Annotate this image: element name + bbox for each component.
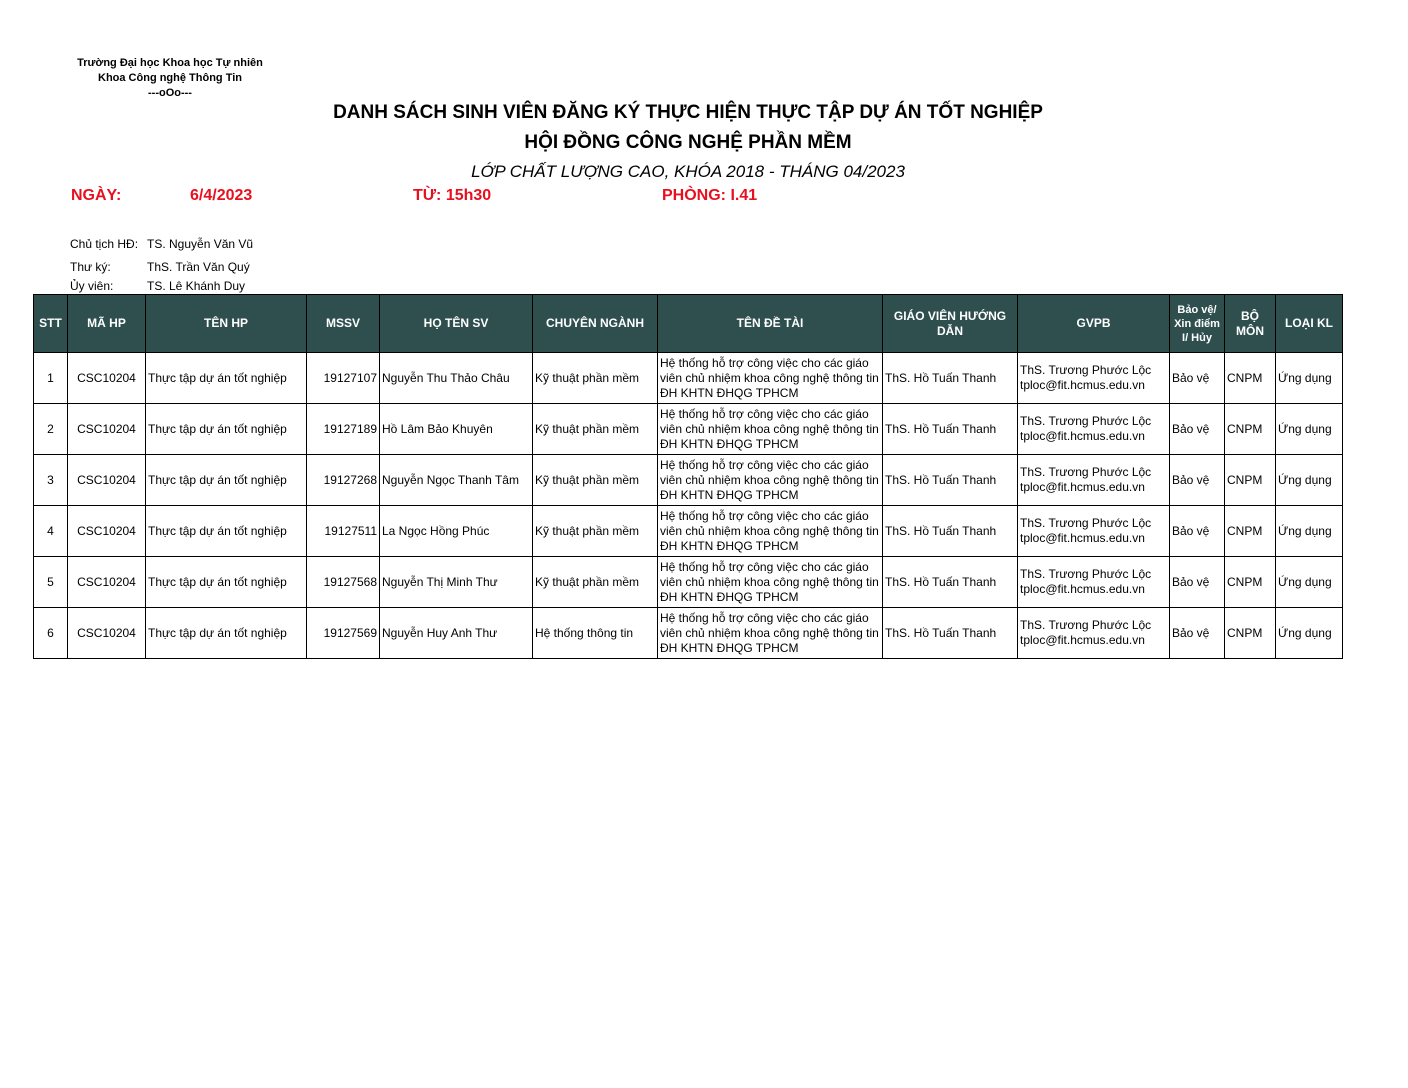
cell-ho-ten-sv: Nguyễn Huy Anh Thư (380, 608, 533, 659)
cell-ma-hp: CSC10204 (68, 608, 146, 659)
cell-chuyen-nganh: Hệ thống thông tin (533, 608, 658, 659)
cell-bao-ve: Bảo vệ (1170, 404, 1225, 455)
cell-chuyen-nganh: Kỹ thuật phần mềm (533, 404, 658, 455)
cell-ten-de-tai: Hệ thống hỗ trợ công việc cho các giáo viên chủ nhiệm khoa công nghệ thông tin ĐH KHTN ĐHQG TPHCM (658, 353, 883, 404)
cell-ten-hp: Thực tập dự án tốt nghiệp (146, 404, 307, 455)
cell-ho-ten-sv: Nguyễn Thu Thảo Châu (380, 353, 533, 404)
cell-ma-hp: CSC10204 (68, 557, 146, 608)
document-title: DANH SÁCH SINH VIÊN ĐĂNG KÝ THỰC HIỆN THỰC TẬP DỰ ÁN TỐT NGHIỆP (333, 102, 1043, 123)
reviewer-email: tploc@fit.hcmus.edu.vn (1020, 429, 1145, 443)
committee-role: Ủy viên: (70, 279, 114, 293)
cell-mssv: 19127569 (307, 608, 380, 659)
header-giao-vien-huong-dan: GIÁO VIÊN HƯỚNG DẪN (883, 295, 1018, 353)
cell-loai-kl: Ứng dụng (1276, 455, 1343, 506)
reviewer-email: tploc@fit.hcmus.edu.vn (1020, 582, 1145, 596)
cell-mssv: 19127268 (307, 455, 380, 506)
ornament: ---oOo--- (148, 87, 192, 99)
institution-header (50, 56, 290, 101)
reviewer-email: tploc@fit.hcmus.edu.vn (1020, 480, 1145, 494)
cell-ten-hp: Thực tập dự án tốt nghiệp (146, 608, 307, 659)
header-ma-hp: MÃ HP (68, 295, 146, 353)
cell-bo-mon: CNPM (1225, 404, 1276, 455)
reviewer-name: ThS. Trương Phước Lộc (1020, 516, 1152, 530)
cell-loai-kl: Ứng dụng (1276, 353, 1343, 404)
table-row (34, 506, 1343, 557)
table-body (34, 353, 1343, 659)
cell-gvpb (1018, 608, 1170, 659)
cell-stt: 1 (34, 353, 68, 404)
cell-bao-ve: Bảo vệ (1170, 455, 1225, 506)
header-ten-hp: TÊN HP (146, 295, 307, 353)
committee-name: TS. Nguyễn Văn Vũ (147, 237, 254, 251)
cell-ten-de-tai: Hệ thống hỗ trợ công việc cho các giáo viên chủ nhiệm khoa công nghệ thông tin ĐH KHTN ĐHQG TPHCM (658, 557, 883, 608)
reviewer-name: ThS. Trương Phước Lộc (1020, 618, 1152, 632)
header-gvpb: GVPB (1018, 295, 1170, 353)
table-row (34, 608, 1343, 659)
committee-role: Chủ tịch HĐ: (70, 237, 139, 251)
cell-ma-hp: CSC10204 (68, 506, 146, 557)
cell-ho-ten-sv: Nguyễn Thị Minh Thư (380, 557, 533, 608)
reviewer-email: tploc@fit.hcmus.edu.vn (1020, 633, 1145, 647)
header-loai-kl: LOẠI KL (1276, 295, 1343, 353)
cell-stt: 6 (34, 608, 68, 659)
reviewer-name: ThS. Trương Phước Lộc (1020, 567, 1152, 581)
council-title: HỘI ĐỒNG CÔNG NGHỆ PHẦN MỀM (524, 132, 852, 153)
cell-chuyen-nganh: Kỹ thuật phần mềm (533, 557, 658, 608)
cell-chuyen-nganh: Kỹ thuật phần mềm (533, 353, 658, 404)
cell-giao-vien-huong-dan: ThS. Hồ Tuấn Thanh (883, 557, 1018, 608)
cell-giao-vien-huong-dan: ThS. Hồ Tuấn Thanh (883, 455, 1018, 506)
cell-stt: 2 (34, 404, 68, 455)
cell-ten-hp: Thực tập dự án tốt nghiệp (146, 506, 307, 557)
cell-bao-ve: Bảo vệ (1170, 506, 1225, 557)
cell-ten-de-tai: Hệ thống hỗ trợ công việc cho các giáo viên chủ nhiệm khoa công nghệ thông tin ĐH KHTN ĐHQG TPHCM (658, 608, 883, 659)
cell-ma-hp: CSC10204 (68, 353, 146, 404)
header-bao-ve: Bảo vệ/ Xin điểm I/ Hủy (1170, 295, 1225, 353)
table-row (34, 455, 1343, 506)
cell-mssv: 19127511 (307, 506, 380, 557)
cell-ma-hp: CSC10204 (68, 455, 146, 506)
cell-gvpb (1018, 557, 1170, 608)
reviewer-email: tploc@fit.hcmus.edu.vn (1020, 531, 1145, 545)
table-row (34, 557, 1343, 608)
cell-bao-ve: Bảo vệ (1170, 557, 1225, 608)
cell-gvpb (1018, 404, 1170, 455)
table-row (34, 404, 1343, 455)
cell-bao-ve: Bảo vệ (1170, 353, 1225, 404)
student-table (33, 294, 1343, 659)
cell-ho-ten-sv: Nguyễn Ngọc Thanh Tâm (380, 455, 533, 506)
class-subtitle: LỚP CHẤT LƯỢNG CAO, KHÓA 2018 - THÁNG 04/2023 (471, 162, 905, 181)
cell-ten-de-tai: Hệ thống hỗ trợ công việc cho các giáo viên chủ nhiệm khoa công nghệ thông tin ĐH KHTN ĐHQG TPHCM (658, 506, 883, 557)
cell-ten-hp: Thực tập dự án tốt nghiệp (146, 455, 307, 506)
cell-loai-kl: Ứng dụng (1276, 506, 1343, 557)
cell-ma-hp: CSC10204 (68, 404, 146, 455)
committee-role: Thư ký: (70, 260, 111, 274)
header-bo-mon: BỘ MÔN (1225, 295, 1276, 353)
cell-bo-mon: CNPM (1225, 506, 1276, 557)
cell-gvpb (1018, 353, 1170, 404)
cell-loai-kl: Ứng dụng (1276, 404, 1343, 455)
header-mssv: MSSV (307, 295, 380, 353)
reviewer-email: tploc@fit.hcmus.edu.vn (1020, 378, 1145, 392)
cell-loai-kl: Ứng dụng (1276, 608, 1343, 659)
cell-gvpb (1018, 455, 1170, 506)
header-stt: STT (34, 295, 68, 353)
cell-mssv: 19127568 (307, 557, 380, 608)
reviewer-name: ThS. Trương Phước Lộc (1020, 465, 1152, 479)
cell-ten-de-tai: Hệ thống hỗ trợ công việc cho các giáo viên chủ nhiệm khoa công nghệ thông tin ĐH KHTN ĐHQG TPHCM (658, 404, 883, 455)
cell-stt: 3 (34, 455, 68, 506)
committee-name: TS. Lê Khánh Duy (147, 279, 246, 293)
cell-giao-vien-huong-dan: ThS. Hồ Tuấn Thanh (883, 506, 1018, 557)
reviewer-name: ThS. Trương Phước Lộc (1020, 414, 1152, 428)
cell-bo-mon: CNPM (1225, 353, 1276, 404)
cell-ten-de-tai: Hệ thống hỗ trợ công việc cho các giáo viên chủ nhiệm khoa công nghệ thông tin ĐH KHTN ĐHQG TPHCM (658, 455, 883, 506)
cell-ho-ten-sv: La Ngọc Hồng Phúc (380, 506, 533, 557)
cell-chuyen-nganh: Kỹ thuật phần mềm (533, 506, 658, 557)
cell-ten-hp: Thực tập dự án tốt nghiệp (146, 557, 307, 608)
time-label: TỪ: 15h30 (413, 187, 492, 204)
table-header-row (34, 295, 1343, 353)
cell-ho-ten-sv: Hồ Lâm Bảo Khuyên (380, 404, 533, 455)
reviewer-name: ThS. Trương Phước Lộc (1020, 363, 1152, 377)
cell-chuyen-nganh: Kỹ thuật phần mềm (533, 455, 658, 506)
date-value: 6/4/2023 (190, 187, 253, 204)
cell-stt: 4 (34, 506, 68, 557)
cell-loai-kl: Ứng dụng (1276, 557, 1343, 608)
cell-giao-vien-huong-dan: ThS. Hồ Tuấn Thanh (883, 608, 1018, 659)
cell-gvpb (1018, 506, 1170, 557)
cell-giao-vien-huong-dan: ThS. Hồ Tuấn Thanh (883, 404, 1018, 455)
date-label: NGÀY: (71, 187, 122, 204)
university-name: Trường Đại học Khoa học Tự nhiên (77, 57, 263, 69)
cell-bo-mon: CNPM (1225, 455, 1276, 506)
room-label: PHÒNG: I.41 (662, 187, 758, 204)
header-ho-ten-sv: HỌ TÊN SV (380, 295, 533, 353)
header-chuyen-nganh: CHUYÊN NGÀNH (533, 295, 658, 353)
faculty-name: Khoa Công nghệ Thông Tin (98, 72, 242, 84)
cell-bo-mon: CNPM (1225, 608, 1276, 659)
cell-mssv: 19127189 (307, 404, 380, 455)
table-row (34, 353, 1343, 404)
cell-bao-ve: Bảo vệ (1170, 608, 1225, 659)
committee-name: ThS. Trần Văn Quý (147, 260, 250, 274)
cell-giao-vien-huong-dan: ThS. Hồ Tuấn Thanh (883, 353, 1018, 404)
cell-bo-mon: CNPM (1225, 557, 1276, 608)
cell-stt: 5 (34, 557, 68, 608)
cell-ten-hp: Thực tập dự án tốt nghiệp (146, 353, 307, 404)
header-ten-de-tai: TÊN ĐỀ TÀI (658, 295, 883, 353)
cell-mssv: 19127107 (307, 353, 380, 404)
